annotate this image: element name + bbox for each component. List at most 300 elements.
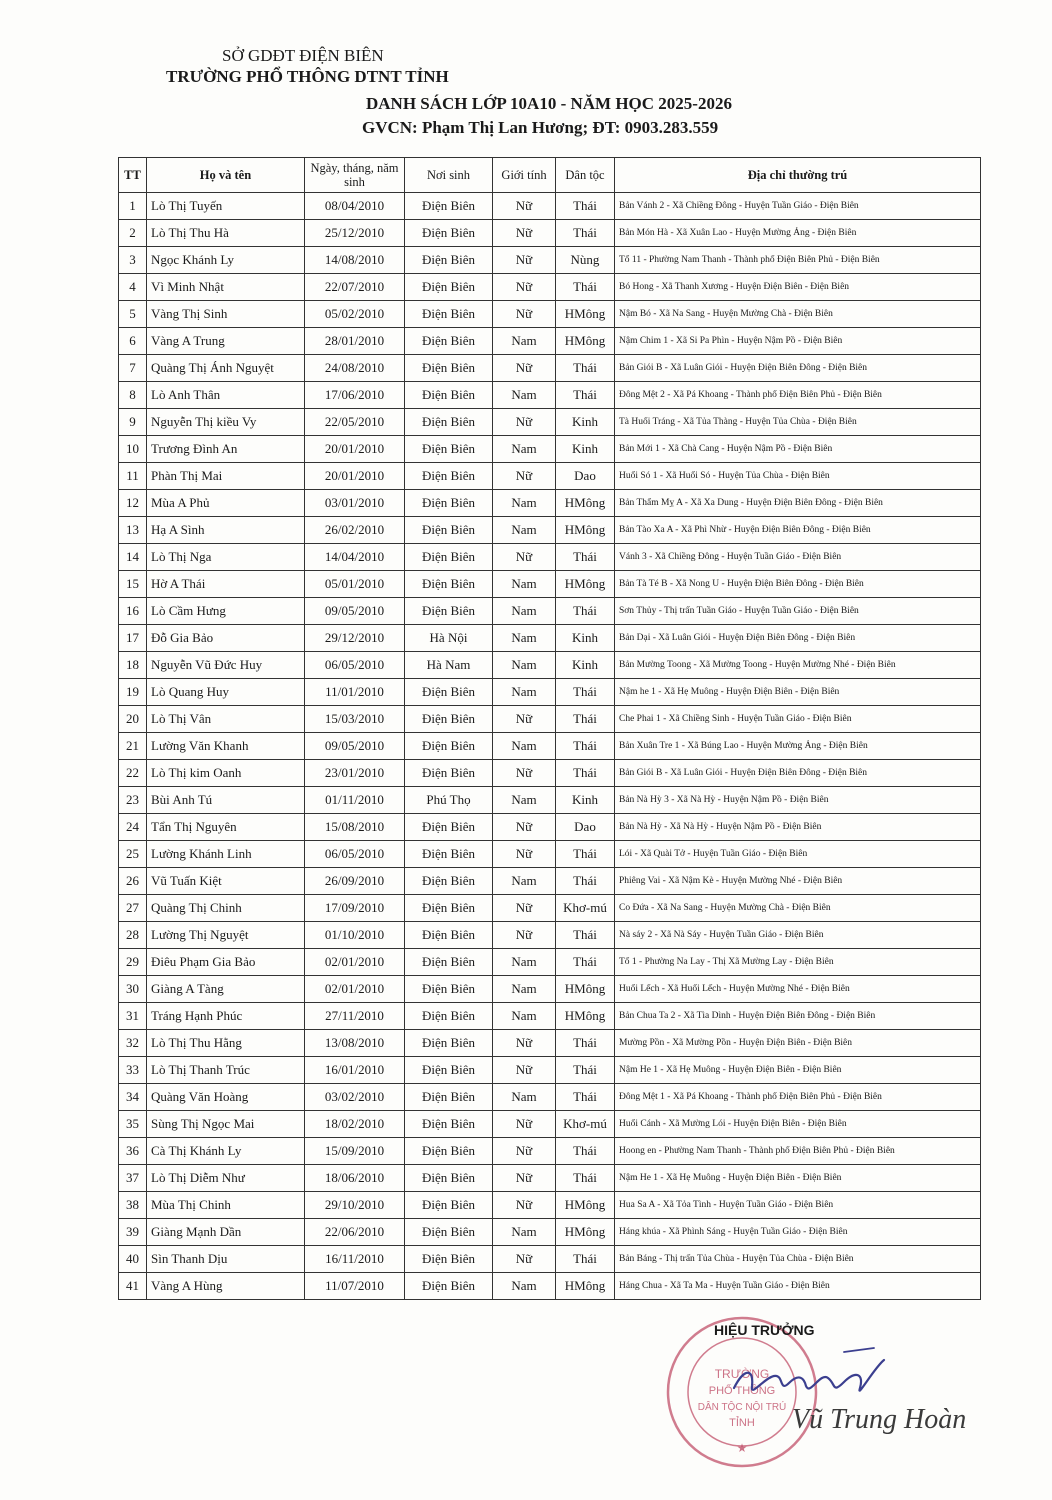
cell-tt: 41 [119, 1273, 147, 1300]
cell-birthplace: Phú Thọ [405, 787, 493, 814]
cell-gender: Nữ [493, 220, 556, 247]
cell-address: Hoong en - Phường Nam Thanh - Thành phố Điện Biên Phủ - Điện Biên [615, 1138, 981, 1165]
cell-dob: 15/03/2010 [305, 706, 405, 733]
cell-address: Mường Pồn - Xã Mường Pồn - Huyện Điện Biên - Điện Biên [615, 1030, 981, 1057]
table-row [119, 733, 981, 760]
cell-address: Co Đứa - Xã Na Sang - Huyện Mường Chà - Điện Biên [615, 895, 981, 922]
cell-ethnicity: Thái [556, 382, 615, 409]
svg-text:TRƯỜNG: TRƯỜNG [714, 1367, 770, 1381]
cell-address: Bản Vánh 2 - Xã Chiềng Đông - Huyện Tuần Giáo - Điện Biên [615, 193, 981, 220]
cell-name: Quàng Thị Chinh [147, 895, 305, 922]
cell-ethnicity: Dao [556, 463, 615, 490]
cell-dob: 14/08/2010 [305, 247, 405, 274]
cell-birthplace: Điện Biên [405, 760, 493, 787]
cell-ethnicity: Kinh [556, 787, 615, 814]
table-row [119, 1003, 981, 1030]
cell-ethnicity: Khơ-mú [556, 895, 615, 922]
cell-ethnicity: Thái [556, 949, 615, 976]
cell-gender: Nam [493, 1273, 556, 1300]
cell-name: Cà Thị Khánh Ly [147, 1138, 305, 1165]
table-row [119, 895, 981, 922]
student-list-table [118, 157, 981, 1300]
department-name: SỞ GDĐT ĐIỆN BIÊN [222, 46, 384, 65]
cell-birthplace: Điện Biên [405, 274, 493, 301]
cell-birthplace: Điện Biên [405, 1192, 493, 1219]
cell-dob: 28/01/2010 [305, 328, 405, 355]
cell-ethnicity: Nùng [556, 247, 615, 274]
cell-gender: Nữ [493, 706, 556, 733]
cell-birthplace: Điện Biên [405, 1030, 493, 1057]
cell-tt: 38 [119, 1192, 147, 1219]
table-row [119, 679, 981, 706]
cell-ethnicity: Thái [556, 193, 615, 220]
cell-name: Ngọc Khánh Ly [147, 247, 305, 274]
table-row [119, 760, 981, 787]
cell-tt: 35 [119, 1111, 147, 1138]
table-row [119, 625, 981, 652]
cell-address: Tổ 1 - Phường Na Lay - Thị Xã Mường Lay - Điện Biên [615, 949, 981, 976]
cell-birthplace: Điện Biên [405, 1219, 493, 1246]
table-row [119, 976, 981, 1003]
cell-tt: 36 [119, 1138, 147, 1165]
cell-ethnicity: Thái [556, 868, 615, 895]
table-row [119, 1111, 981, 1138]
cell-name: Vũ Tuấn Kiệt [147, 868, 305, 895]
cell-dob: 24/08/2010 [305, 355, 405, 382]
cell-tt: 23 [119, 787, 147, 814]
cell-tt: 5 [119, 301, 147, 328]
cell-dob: 22/06/2010 [305, 1219, 405, 1246]
cell-birthplace: Điện Biên [405, 1273, 493, 1300]
cell-gender: Nam [493, 976, 556, 1003]
cell-birthplace: Điện Biên [405, 490, 493, 517]
cell-gender: Nam [493, 436, 556, 463]
cell-address: Huổi Cánh - Xã Mường Lói - Huyện Điện Biên - Điện Biên [615, 1111, 981, 1138]
cell-name: Lò Thị Diễm Như [147, 1165, 305, 1192]
cell-ethnicity: Thái [556, 274, 615, 301]
cell-address: Bản Giói B - Xã Luân Giói - Huyện Điện Biên Đông - Điện Biên [615, 760, 981, 787]
cell-name: Lò Thị kim Oanh [147, 760, 305, 787]
cell-address: Che Phai 1 - Xã Chiềng Sinh - Huyện Tuần Giáo - Điện Biên [615, 706, 981, 733]
cell-gender: Nam [493, 1219, 556, 1246]
cell-ethnicity: HMông [556, 328, 615, 355]
cell-tt: 24 [119, 814, 147, 841]
cell-name: Điêu Phạm Gia Bảo [147, 949, 305, 976]
cell-tt: 32 [119, 1030, 147, 1057]
cell-birthplace: Điện Biên [405, 706, 493, 733]
cell-dob: 09/05/2010 [305, 733, 405, 760]
cell-birthplace: Điện Biên [405, 544, 493, 571]
cell-dob: 08/04/2010 [305, 193, 405, 220]
table-row [119, 463, 981, 490]
cell-name: Đỗ Gia Bảo [147, 625, 305, 652]
cell-tt: 17 [119, 625, 147, 652]
cell-gender: Nữ [493, 301, 556, 328]
cell-birthplace: Điện Biên [405, 1084, 493, 1111]
cell-name: Lường Thị Nguyệt [147, 922, 305, 949]
cell-birthplace: Điện Biên [405, 220, 493, 247]
cell-name: Lò Thị Thanh Trúc [147, 1057, 305, 1084]
cell-ethnicity: Thái [556, 598, 615, 625]
cell-name: Giàng A Tàng [147, 976, 305, 1003]
svg-text:TỈNH: TỈNH [729, 1417, 755, 1429]
cell-ethnicity: Thái [556, 679, 615, 706]
table-row [119, 706, 981, 733]
cell-ethnicity: HMông [556, 1219, 615, 1246]
cell-address: Bản Báng - Thị trấn Tủa Chùa - Huyện Tủa Chùa - Điện Biên [615, 1246, 981, 1273]
table-header [119, 158, 981, 193]
cell-tt: 30 [119, 976, 147, 1003]
cell-dob: 11/07/2010 [305, 1273, 405, 1300]
cell-ethnicity: Thái [556, 760, 615, 787]
table-row [119, 274, 981, 301]
table-row [119, 328, 981, 355]
table-row [119, 193, 981, 220]
cell-gender: Nam [493, 328, 556, 355]
cell-tt: 9 [119, 409, 147, 436]
cell-address: Vánh 3 - Xã Chiềng Đông - Huyện Tuần Giáo - Điện Biên [615, 544, 981, 571]
cell-dob: 15/09/2010 [305, 1138, 405, 1165]
cell-ethnicity: Dao [556, 814, 615, 841]
table-row [119, 1057, 981, 1084]
cell-tt: 6 [119, 328, 147, 355]
cell-address: Nậm Bó - Xã Na Sang - Huyện Mường Chà - Điện Biên [615, 301, 981, 328]
cell-gender: Nam [493, 652, 556, 679]
cell-birthplace: Điện Biên [405, 1111, 493, 1138]
cell-tt: 16 [119, 598, 147, 625]
cell-tt: 31 [119, 1003, 147, 1030]
cell-dob: 16/01/2010 [305, 1057, 405, 1084]
cell-birthplace: Điện Biên [405, 409, 493, 436]
table-body [119, 193, 981, 1300]
cell-dob: 11/01/2010 [305, 679, 405, 706]
table-row [119, 1273, 981, 1300]
cell-dob: 01/11/2010 [305, 787, 405, 814]
cell-dob: 17/06/2010 [305, 382, 405, 409]
cell-tt: 39 [119, 1219, 147, 1246]
cell-ethnicity: Kinh [556, 409, 615, 436]
cell-ethnicity: Khơ-mú [556, 1111, 615, 1138]
cell-tt: 14 [119, 544, 147, 571]
cell-dob: 25/12/2010 [305, 220, 405, 247]
col-header-ethnicity: Dân tộc [556, 158, 615, 193]
table-row [119, 1138, 981, 1165]
cell-tt: 26 [119, 868, 147, 895]
school-name: TRƯỜNG PHỔ THÔNG DTNT TỈNH [166, 67, 449, 86]
cell-name: Lò Quang Huy [147, 679, 305, 706]
cell-name: Hạ A Sình [147, 517, 305, 544]
cell-gender: Nam [493, 1003, 556, 1030]
cell-birthplace: Điện Biên [405, 1138, 493, 1165]
cell-tt: 27 [119, 895, 147, 922]
cell-tt: 18 [119, 652, 147, 679]
cell-address: Nậm He 1 - Xã Hẹ Muông - Huyện Điện Biên - Điện Biên [615, 1165, 981, 1192]
cell-gender: Nam [493, 949, 556, 976]
cell-ethnicity: HMông [556, 517, 615, 544]
cell-dob: 27/11/2010 [305, 1003, 405, 1030]
cell-name: Mùa Thị Chinh [147, 1192, 305, 1219]
list-title: DANH SÁCH LỚP 10A10 - NĂM HỌC 2025-2026 [366, 94, 732, 113]
cell-gender: Nữ [493, 193, 556, 220]
cell-gender: Nữ [493, 247, 556, 274]
cell-name: Sìn Thanh Dịu [147, 1246, 305, 1273]
cell-birthplace: Điện Biên [405, 301, 493, 328]
cell-address: Sơn Thủy - Thị trấn Tuần Giáo - Huyện Tuần Giáo - Điện Biên [615, 598, 981, 625]
cell-tt: 22 [119, 760, 147, 787]
cell-name: Sùng Thị Ngọc Mai [147, 1111, 305, 1138]
cell-address: Bản Dại - Xã Luân Giói - Huyện Điện Biên Đông - Điện Biên [615, 625, 981, 652]
cell-tt: 15 [119, 571, 147, 598]
cell-gender: Nữ [493, 463, 556, 490]
cell-birthplace: Điện Biên [405, 193, 493, 220]
cell-dob: 23/01/2010 [305, 760, 405, 787]
cell-name: Lò Thị Thu Hằng [147, 1030, 305, 1057]
cell-gender: Nữ [493, 274, 556, 301]
cell-name: Mùa A Phủ [147, 490, 305, 517]
cell-name: Quàng Văn Hoàng [147, 1084, 305, 1111]
cell-dob: 05/02/2010 [305, 301, 405, 328]
cell-dob: 05/01/2010 [305, 571, 405, 598]
cell-dob: 17/09/2010 [305, 895, 405, 922]
cell-tt: 11 [119, 463, 147, 490]
cell-ethnicity: Thái [556, 1084, 615, 1111]
table-row [119, 598, 981, 625]
cell-ethnicity: Thái [556, 1057, 615, 1084]
table-row [119, 1219, 981, 1246]
cell-ethnicity: HMông [556, 1192, 615, 1219]
cell-gender: Nữ [493, 1165, 556, 1192]
cell-address: Bản Tào Xa A - Xã Phì Nhừ - Huyện Điện Biên Đông - Điện Biên [615, 517, 981, 544]
cell-tt: 40 [119, 1246, 147, 1273]
cell-address: Tà Huối Tráng - Xã Tủa Thàng - Huyện Tủa Chùa - Điện Biên [615, 409, 981, 436]
cell-name: Hờ A Thái [147, 571, 305, 598]
cell-name: Tẩn Thị Nguyên [147, 814, 305, 841]
cell-dob: 18/02/2010 [305, 1111, 405, 1138]
cell-dob: 02/01/2010 [305, 949, 405, 976]
col-header-tt: TT [119, 158, 147, 193]
cell-address: Nậm he 1 - Xã Hẹ Muông - Huyện Điện Biên - Điện Biên [615, 679, 981, 706]
table-row [119, 868, 981, 895]
cell-name: Lò Thị Vân [147, 706, 305, 733]
table-row [119, 517, 981, 544]
cell-address: Tổ 11 - Phường Nam Thanh - Thành phố Điện Biên Phủ - Điện Biên [615, 247, 981, 274]
table-row [119, 355, 981, 382]
cell-gender: Nam [493, 382, 556, 409]
cell-address: Huổi Só 1 - Xã Huổi Só - Huyện Tủa Chùa - Điện Biên [615, 463, 981, 490]
cell-address: Bó Hong - Xã Thanh Xương - Huyện Điện Biên - Điện Biên [615, 274, 981, 301]
cell-name: Lường Văn Khanh [147, 733, 305, 760]
table-row [119, 544, 981, 571]
cell-ethnicity: Kinh [556, 625, 615, 652]
table-row [119, 490, 981, 517]
cell-tt: 20 [119, 706, 147, 733]
svg-text:DÂN TỘC NỘI TRÚ: DÂN TỘC NỘI TRÚ [697, 1402, 787, 1413]
cell-address: Bản Mường Toong - Xã Mường Toong - Huyện Mường Nhé - Điện Biên [615, 652, 981, 679]
cell-birthplace: Điện Biên [405, 679, 493, 706]
cell-tt: 1 [119, 193, 147, 220]
cell-ethnicity: HMông [556, 301, 615, 328]
cell-name: Lò Thị Thu Hà [147, 220, 305, 247]
cell-gender: Nam [493, 733, 556, 760]
cell-address: Phiêng Vai - Xã Nậm Kè - Huyện Mường Nhé - Điện Biên [615, 868, 981, 895]
cell-name: Trương Đình An [147, 436, 305, 463]
cell-gender: Nam [493, 1084, 556, 1111]
table-row [119, 1030, 981, 1057]
cell-ethnicity: Thái [556, 1030, 615, 1057]
cell-gender: Nữ [493, 1192, 556, 1219]
cell-gender: Nam [493, 571, 556, 598]
col-header-dob: Ngày, tháng, năm sinh [305, 158, 405, 193]
cell-tt: 12 [119, 490, 147, 517]
cell-dob: 26/02/2010 [305, 517, 405, 544]
cell-dob: 15/08/2010 [305, 814, 405, 841]
cell-dob: 06/05/2010 [305, 841, 405, 868]
cell-dob: 26/09/2010 [305, 868, 405, 895]
cell-name: Lò Thị Nga [147, 544, 305, 571]
cell-gender: Nữ [493, 1246, 556, 1273]
table-row [119, 409, 981, 436]
cell-address: Bản Nà Hỳ - Xã Nà Hỳ - Huyện Nậm Pồ - Điện Biên [615, 814, 981, 841]
cell-ethnicity: HMông [556, 490, 615, 517]
cell-gender: Nữ [493, 409, 556, 436]
cell-name: Tráng Hạnh Phúc [147, 1003, 305, 1030]
cell-name: Lường Khánh Linh [147, 841, 305, 868]
cell-tt: 33 [119, 1057, 147, 1084]
cell-ethnicity: HMông [556, 1003, 615, 1030]
cell-birthplace: Điện Biên [405, 814, 493, 841]
table-row [119, 436, 981, 463]
cell-birthplace: Điện Biên [405, 463, 493, 490]
cell-dob: 06/05/2010 [305, 652, 405, 679]
table-row [119, 814, 981, 841]
table-row [119, 301, 981, 328]
cell-gender: Nam [493, 598, 556, 625]
cell-birthplace: Điện Biên [405, 1003, 493, 1030]
cell-ethnicity: HMông [556, 1273, 615, 1300]
cell-dob: 14/04/2010 [305, 544, 405, 571]
cell-dob: 20/01/2010 [305, 463, 405, 490]
table-row [119, 247, 981, 274]
cell-dob: 29/10/2010 [305, 1192, 405, 1219]
cell-address: Đông Mệt 1 - Xã Pá Khoang - Thành phố Điện Biên Phủ - Điện Biên [615, 1084, 981, 1111]
cell-ethnicity: Thái [556, 1138, 615, 1165]
cell-birthplace: Điện Biên [405, 328, 493, 355]
cell-gender: Nữ [493, 1057, 556, 1084]
cell-dob: 22/05/2010 [305, 409, 405, 436]
cell-gender: Nữ [493, 814, 556, 841]
col-header-name: Họ và tên [147, 158, 305, 193]
table-row [119, 949, 981, 976]
cell-ethnicity: HMông [556, 976, 615, 1003]
cell-name: Nguyễn Vũ Đức Huy [147, 652, 305, 679]
cell-dob: 13/08/2010 [305, 1030, 405, 1057]
cell-ethnicity: Thái [556, 841, 615, 868]
cell-birthplace: Điện Biên [405, 949, 493, 976]
homeroom-teacher: GVCN: Phạm Thị Lan Hương; ĐT: 0903.283.559 [362, 118, 719, 137]
cell-gender: Nữ [493, 895, 556, 922]
cell-gender: Nữ [493, 841, 556, 868]
cell-dob: 20/01/2010 [305, 436, 405, 463]
handwritten-signature [724, 1338, 894, 1408]
cell-birthplace: Hà Nội [405, 625, 493, 652]
table-row [119, 1246, 981, 1273]
cell-tt: 10 [119, 436, 147, 463]
cell-address: Nậm He 1 - Xã Hẹ Muông - Huyện Điện Biên - Điện Biên [615, 1057, 981, 1084]
cell-address: Bản Chua Ta 2 - Xã Tìa Dình - Huyện Điện Biên Đông - Điện Biên [615, 1003, 981, 1030]
cell-name: Vàng Thị Sinh [147, 301, 305, 328]
cell-gender: Nam [493, 679, 556, 706]
svg-text:PHỔ THÔNG: PHỔ THÔNG [708, 1385, 776, 1397]
cell-address: Bản Thẩm Mỵ A - Xã Xa Dung - Huyện Điện Biên Đông - Điện Biên [615, 490, 981, 517]
cell-tt: 29 [119, 949, 147, 976]
cell-name: Lò Cầm Hưng [147, 598, 305, 625]
cell-name: Vàng A Trung [147, 328, 305, 355]
cell-dob: 03/01/2010 [305, 490, 405, 517]
cell-tt: 3 [119, 247, 147, 274]
table-row [119, 382, 981, 409]
cell-ethnicity: Thái [556, 1246, 615, 1273]
cell-birthplace: Điện Biên [405, 1057, 493, 1084]
cell-name: Lò Thị Tuyến [147, 193, 305, 220]
table-row [119, 220, 981, 247]
cell-ethnicity: Thái [556, 733, 615, 760]
cell-ethnicity: Thái [556, 544, 615, 571]
cell-name: Nguyễn Thị kiều Vy [147, 409, 305, 436]
table-row [119, 571, 981, 598]
cell-birthplace: Điện Biên [405, 1246, 493, 1273]
col-header-birthplace: Nơi sinh [405, 158, 493, 193]
cell-address: Bản Món Hà - Xã Xuân Lao - Huyện Mường Ảng - Điện Biên [615, 220, 981, 247]
cell-birthplace: Hà Nam [405, 652, 493, 679]
cell-address: Huổi Lếch - Xã Huổi Lếch - Huyện Mường Nhé - Điện Biên [615, 976, 981, 1003]
table-row [119, 841, 981, 868]
principal-name: Vũ Trung Hoàn [792, 1404, 967, 1435]
cell-address: Hua Sa A - Xã Tỏa Tình - Huyện Tuần Giáo - Điện Biên [615, 1192, 981, 1219]
cell-name: Giàng Mạnh Dần [147, 1219, 305, 1246]
cell-birthplace: Điện Biên [405, 517, 493, 544]
cell-tt: 13 [119, 517, 147, 544]
cell-birthplace: Điện Biên [405, 355, 493, 382]
cell-address: Bản Giói B - Xã Luân Giói - Huyện Điện Biên Đông - Điện Biên [615, 355, 981, 382]
cell-gender: Nam [493, 787, 556, 814]
cell-tt: 34 [119, 1084, 147, 1111]
cell-ethnicity: Thái [556, 355, 615, 382]
cell-gender: Nữ [493, 355, 556, 382]
cell-address: Bản Mới 1 - Xã Chà Cang - Huyện Nậm Pồ - Điện Biên [615, 436, 981, 463]
cell-tt: 8 [119, 382, 147, 409]
cell-birthplace: Điện Biên [405, 382, 493, 409]
cell-tt: 28 [119, 922, 147, 949]
cell-gender: Nam [493, 868, 556, 895]
svg-text:★: ★ [736, 1441, 748, 1455]
cell-dob: 22/07/2010 [305, 274, 405, 301]
cell-birthplace: Điện Biên [405, 976, 493, 1003]
table-row [119, 1084, 981, 1111]
cell-dob: 16/11/2010 [305, 1246, 405, 1273]
cell-gender: Nữ [493, 1138, 556, 1165]
table-row [119, 1192, 981, 1219]
signature-title: HIỆU TRƯỞNG [714, 1322, 815, 1338]
cell-name: Phàn Thị Mai [147, 463, 305, 490]
cell-address: Bản Tà Té B - Xã Nong U - Huyện Điện Biên Đông - Điện Biên [615, 571, 981, 598]
col-header-gender: Giới tính [493, 158, 556, 193]
col-header-address: Địa chỉ thường trú [615, 158, 981, 193]
cell-gender: Nữ [493, 922, 556, 949]
table-row [119, 652, 981, 679]
cell-dob: 29/12/2010 [305, 625, 405, 652]
cell-dob: 01/10/2010 [305, 922, 405, 949]
cell-ethnicity: Thái [556, 1165, 615, 1192]
